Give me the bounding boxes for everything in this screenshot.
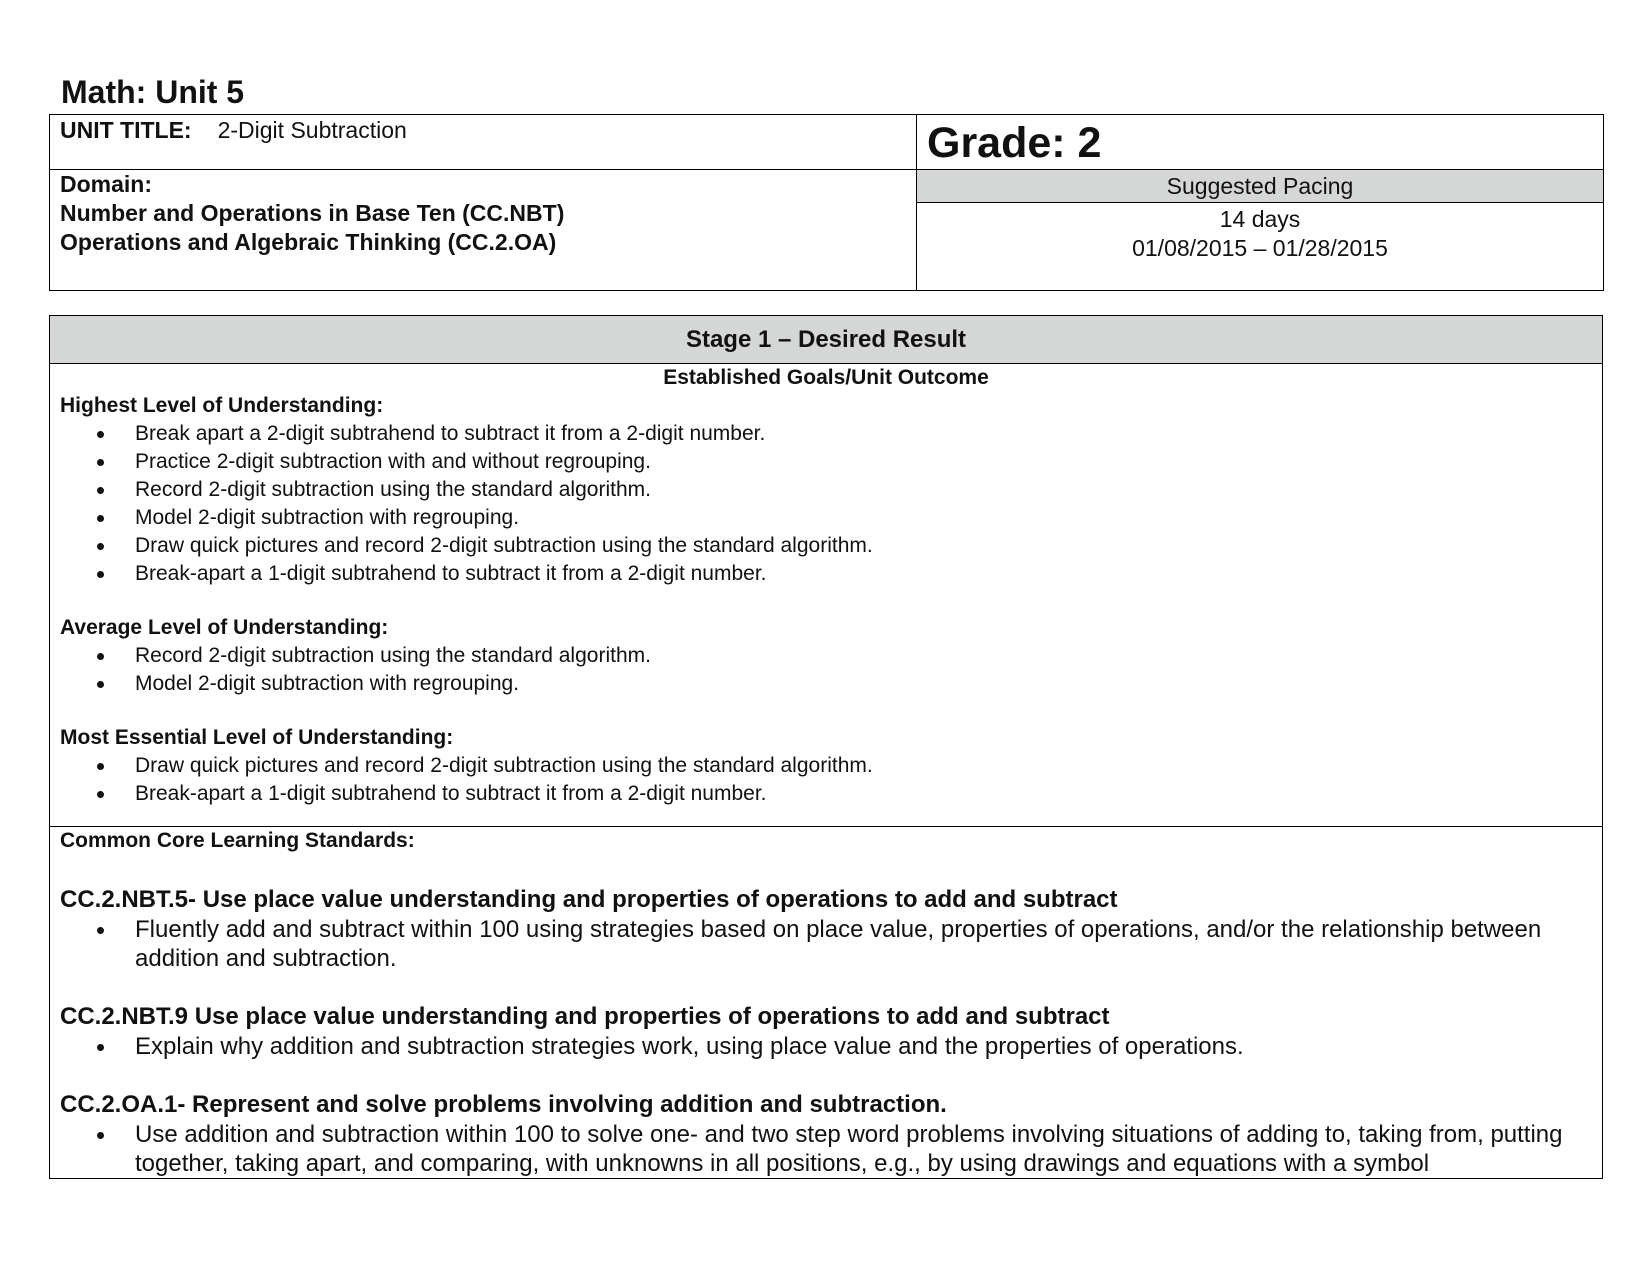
- standard-list: [60, 915, 1592, 973]
- standard-list: [60, 1032, 1592, 1061]
- standard-heading: CC.2.NBT.9 Use place value understanding and properties of operations to add and subtract: [60, 1003, 1110, 1030]
- bullet-icon: [97, 487, 104, 494]
- grade-label: Grade: 2: [927, 119, 1102, 167]
- bullet-icon: [97, 1044, 104, 1051]
- domain-label: Domain:: [60, 171, 152, 197]
- unit-title-value: 2-Digit Subtraction: [217, 117, 407, 143]
- bullet-icon: [97, 791, 104, 798]
- essential-level-list: [60, 752, 1592, 808]
- goals-cell: [50, 364, 1603, 827]
- bullet-icon: [97, 459, 104, 466]
- list-item: Explain why addition and subtraction strategies work, using place value and the properties of operations.: [60, 1032, 1592, 1061]
- list-item: Break apart a 2-digit subtrahend to subtract it from a 2-digit number.: [60, 420, 1592, 448]
- domain-item: Operations and Algebraic Thinking (CC.2.OA): [60, 229, 557, 255]
- level-title-highest: Highest Level of Understanding:: [60, 394, 384, 417]
- pacing-days: 14 days: [1219, 206, 1301, 232]
- highest-level-list: [60, 420, 1592, 588]
- list-item: Fluently add and subtract within 100 using strategies based on place value, properties of operations, and/or the relationship between addition and subtraction.: [60, 915, 1592, 973]
- grade-cell: [917, 115, 1604, 170]
- list-item: Model 2-digit subtraction with regrouping.: [60, 670, 1592, 698]
- unit-title-label: UNIT TITLE:: [60, 117, 192, 143]
- standards-cell: [50, 827, 1603, 1179]
- stage1-table: [49, 315, 1603, 1179]
- bullet-icon: [97, 653, 104, 660]
- list-item: Record 2-digit subtraction using the standard algorithm.: [60, 476, 1592, 504]
- bullet-icon: [97, 681, 104, 688]
- bullet-icon: [97, 515, 104, 522]
- bullet-icon: [97, 571, 104, 578]
- stage1-title: Stage 1 – Desired Result: [50, 316, 1603, 364]
- pacing-label: Suggested Pacing: [917, 170, 1603, 203]
- goals-title: Established Goals/Unit Outcome: [663, 366, 989, 389]
- domain-item: Number and Operations in Base Ten (CC.NBT): [60, 200, 565, 226]
- list-item: Draw quick pictures and record 2-digit subtraction using the standard algorithm.: [60, 532, 1592, 560]
- list-item: Use addition and subtraction within 100 to solve one- and two step word problems involving situations of adding to, taking from, putting together, taking apart, and comparing, with unknowns in all positions, e.g., by using drawings and equations with a symbol: [60, 1120, 1592, 1178]
- unit-title-cell: [50, 115, 917, 170]
- list-item: Draw quick pictures and record 2-digit subtraction using the standard algorithm.: [60, 752, 1592, 780]
- level-title-essential: Most Essential Level of Understanding:: [60, 726, 454, 749]
- list-item: Break-apart a 1-digit subtrahend to subtract it from a 2-digit number.: [60, 780, 1592, 808]
- unit-header-table: [49, 114, 1604, 291]
- bullet-icon: [97, 1132, 104, 1139]
- bullet-icon: [97, 543, 104, 550]
- list-item: Practice 2-digit subtraction with and without regrouping.: [60, 448, 1592, 476]
- list-item: Break-apart a 1-digit subtrahend to subtract it from a 2-digit number.: [60, 560, 1592, 588]
- bullet-icon: [97, 763, 104, 770]
- bullet-icon: [97, 927, 104, 934]
- level-title-average: Average Level of Understanding:: [60, 616, 389, 639]
- list-item: Model 2-digit subtraction with regrouping.: [60, 504, 1592, 532]
- standards-title: Common Core Learning Standards:: [60, 829, 415, 852]
- pacing-cell: [917, 170, 1604, 291]
- standard-list: [60, 1120, 1592, 1178]
- standard-heading: CC.2.OA.1- Represent and solve problems involving addition and subtraction.: [60, 1091, 947, 1118]
- list-item: Record 2-digit subtraction using the standard algorithm.: [60, 642, 1592, 670]
- pacing-dates: 01/08/2015 – 01/28/2015: [1132, 235, 1388, 261]
- average-level-list: [60, 642, 1592, 698]
- standard-heading: CC.2.NBT.5- Use place value understanding and properties of operations to add and subtract: [60, 886, 1118, 913]
- domain-cell: [50, 170, 917, 291]
- bullet-icon: [97, 431, 104, 438]
- page-title: Math: Unit 5: [61, 74, 245, 110]
